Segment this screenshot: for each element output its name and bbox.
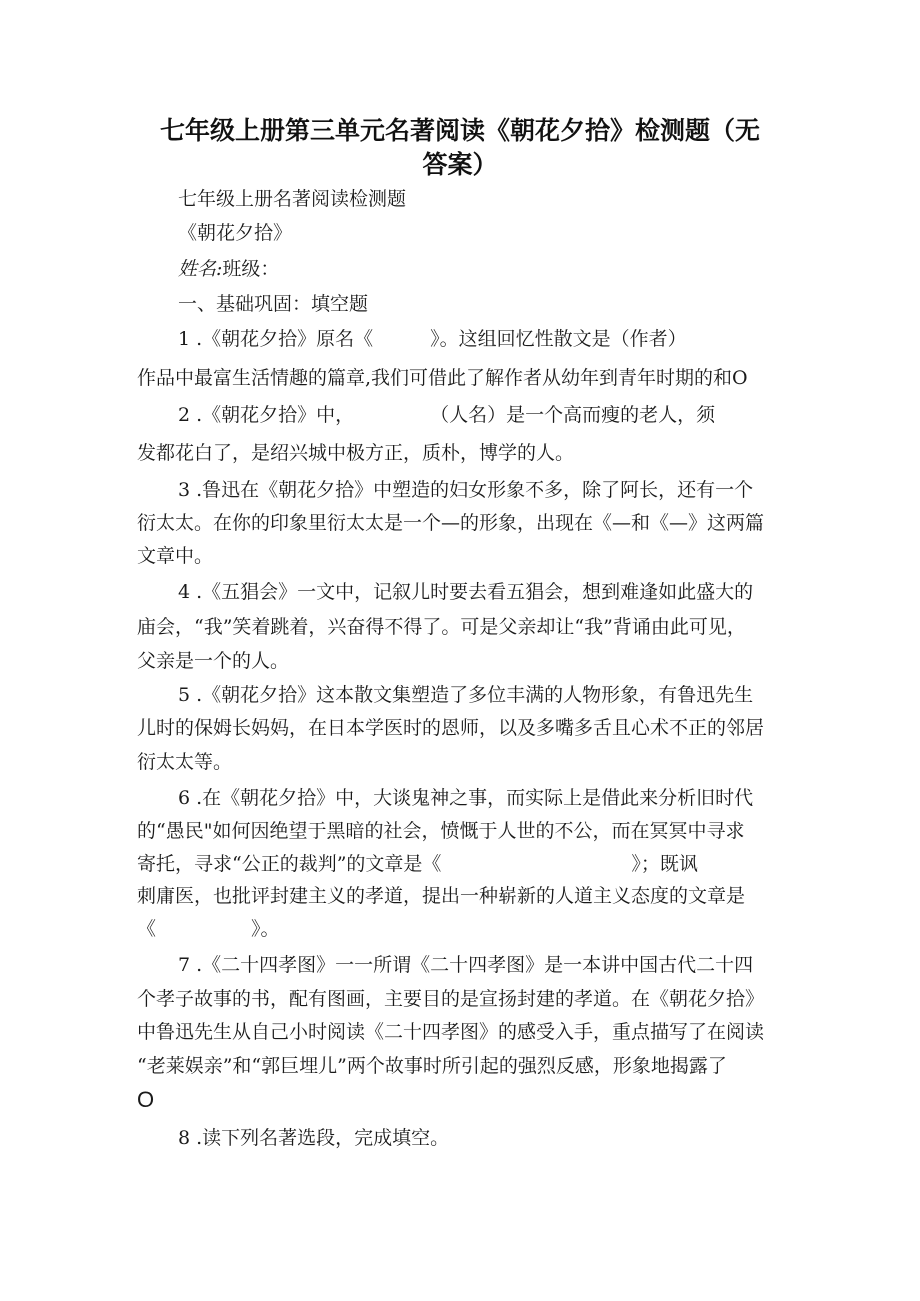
subtitle: 七年级上册名著阅读检测题 xyxy=(178,188,407,210)
question-4-line-2: 庙会，“我”笑着跳着，兴奋得不得了。可是父亲却让“我”背诵由此可见， xyxy=(137,616,746,638)
document-title-line-1: 七年级上册第三单元名著阅读《朝花夕拾》检测题（无 xyxy=(159,116,760,145)
book-title: 《朝花夕拾》 xyxy=(178,222,293,244)
question-6-line-1: 6 .在《朝花夕拾》中，大谈鬼神之事，而实际上是借此来分析旧时代 xyxy=(178,787,754,809)
question-7-line-4: “老莱娱亲”和“郭巨埋儿”两个故事时所引起的强烈反感，形象地揭露了 xyxy=(137,1055,727,1077)
question-6-line-4: 刺庸医，也批评封建主义的孝道，提出一种崭新的人道主义态度的文章是 xyxy=(137,885,746,907)
question-7-line-3: 中鲁迅先生从自己小时阅读《二十四孝图》的感受入手，重点描写了在阅读 xyxy=(137,1021,765,1043)
question-5-line-2: 儿时的保姆长妈妈，在日本学医时的恩师，以及多嘴多舌且心术不正的邻居 xyxy=(137,717,765,739)
question-3-line-1: 3 .鲁迅在《朝花夕拾》中塑造的妇女形象不多，除了阿长，还有一个 xyxy=(178,479,754,501)
question-2-line-2: 发都花白了，是绍兴城中极方正，质朴，博学的人。 xyxy=(137,442,575,464)
question-5-line-3: 衍太太等。 xyxy=(137,751,233,773)
question-1-line-2: 作品中最富生活情趣的篇章,我们可借此了解作者从幼年到青年时期的和O xyxy=(137,367,748,389)
question-4-line-3: 父亲是一个的人。 xyxy=(137,650,290,672)
question-7-line-2: 个孝子故事的书，配有图画，主要目的是宣扬封建的孝道。在《朝花夕拾》 xyxy=(137,988,765,1010)
document-title-line-2: 答案） xyxy=(422,150,498,179)
question-6-line-2: 的“愚民"如何因绝望于黑暗的社会，愤慨于人世的不公，而在冥冥中寻求 xyxy=(137,820,745,842)
section-heading: 一、基础巩固：填空题 xyxy=(178,293,369,315)
question-1-line-1: 1 .《朝花夕拾》原名《 》。这组回忆性散文是（作者） xyxy=(178,328,687,350)
question-6-line-5: 《 》。 xyxy=(137,918,280,940)
question-3-line-2: 衍太太。在你的印象里衍太太是一个—的形象，出现在《—和《—》这两篇 xyxy=(137,512,765,534)
question-8-line-1: 8 .读下列名著选段，完成填空。 xyxy=(178,1127,450,1149)
question-7-line-1: 7 .《二十四孝图》一一所谓《二十四孝图》是一本讲中国古代二十四 xyxy=(178,954,754,976)
question-7-line-5: O xyxy=(137,1087,155,1112)
question-6-line-3: 寄托，寻求“公正的裁判”的文章是《 》；既讽 xyxy=(137,853,698,875)
question-4-line-1: 4 .《五猖会》一文中，记叙儿时要去看五猖会，想到难逢如此盛大的 xyxy=(178,581,754,603)
student-info xyxy=(178,256,279,282)
class-label: 班级： xyxy=(222,258,280,280)
question-5-line-1: 5 .《朝花夕拾》这本散文集塑造了多位丰满的人物形象，有鲁迅先生 xyxy=(178,684,754,706)
name-label: 姓名: xyxy=(178,258,223,280)
question-2-line-1: 2 .《朝花夕拾》中， （人名）是一个高而瘦的老人，须 xyxy=(178,404,716,426)
question-3-line-3: 文章中。 xyxy=(137,545,214,567)
